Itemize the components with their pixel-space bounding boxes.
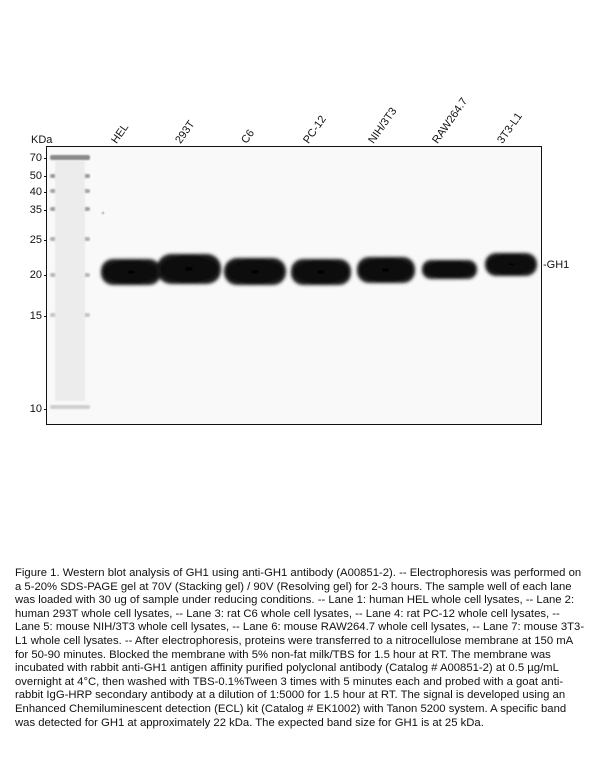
figure-caption: Figure 1. Western blot analysis of GH1 using anti-GH1 antibody (A00851-2). -- Electrophoresis was performed on a 5-20% SDS-PAGE gel at 70V (Stacking gel) / 90V (Resolving gel) for 2-3 hours. The sample well of each lane was loaded with 30 ug of sample under reducing conditions. -- Lane 1: human HEL whole cell lysates, -- Lane 2: human 293T whole cell lysates, -- Lane 3: rat C6 whole cell lysates, -- Lane 4: rat PC-12 whole cell lysates, -- Lane 5: mouse NIH/3T3 whole cell lysates, -- Lane 6: mouse RAW264.7 whole cell lysates, -- Lane 7: mouse 3T3-L1 whole cell lysates. -- After electrophoresis, proteins were transferred to a nitrocellulose membrane at 150 mA for 50-90 minutes. Blocked the membrane with 5% non-fat milk/TBS for 1.5 hour at RT. The membrane was incubated with rabbit anti-GH1 antigen affinity purified polyclonal antibody (Catalog # A00851-2) at 0.5 µg/mL overnight at 4°C, then washed with TBS-0.1%Tween 3 times with 5 minutes each and probed with a goat anti-rabbit IgG-HRP secondary antibody at a dilution of 1:5000 for 1.5 hour at RT. The signal is developed using an Enhanced Chemiluminescent detection (ECL) kit (Catalog # EK1002) with Tanon 5200 system. A specific band was detected for GH1 at approximately 22 kDa. The expected band size for GH1 is at 25 kDa. (15, 567, 585, 729)
band-lane-6 (422, 260, 477, 279)
mw-label-20: 20 (29, 269, 42, 281)
lane-label-3: C6 (239, 127, 258, 146)
lane-label-1: HEL (109, 121, 132, 146)
mw-label-25: 25 (29, 234, 42, 246)
mw-label-70: 70 (29, 152, 42, 164)
blot-membrane (46, 146, 542, 425)
mw-label-15: 15 (29, 310, 42, 322)
mw-label-35: 35 (29, 204, 42, 216)
band-lane-1 (101, 259, 161, 285)
target-band-label: -GH1 (543, 259, 570, 271)
marker-ladder (50, 155, 90, 409)
target-name: GH1 (546, 259, 570, 271)
band-lane-7 (485, 253, 537, 276)
mw-label-40: 40 (29, 186, 42, 198)
lane-label-5: NIH/3T3 (366, 105, 400, 146)
lane-label-7: 3T3-L1 (495, 110, 525, 146)
band-lane-3 (224, 258, 286, 285)
mw-label-50: 50 (29, 170, 42, 182)
band-lane-2 (157, 254, 221, 284)
mw-label-10: 10 (29, 403, 42, 415)
lane-label-2: 293T (173, 118, 198, 146)
blot-image (47, 147, 541, 424)
band-lane-4 (291, 259, 351, 285)
lane-label-4: PC-12 (301, 113, 329, 146)
speck (102, 212, 105, 215)
membrane-background (47, 147, 541, 424)
kda-unit-label: KDa (31, 134, 53, 146)
band-lane-5 (357, 257, 415, 283)
lane-label-6: RAW264.7 (430, 95, 471, 146)
